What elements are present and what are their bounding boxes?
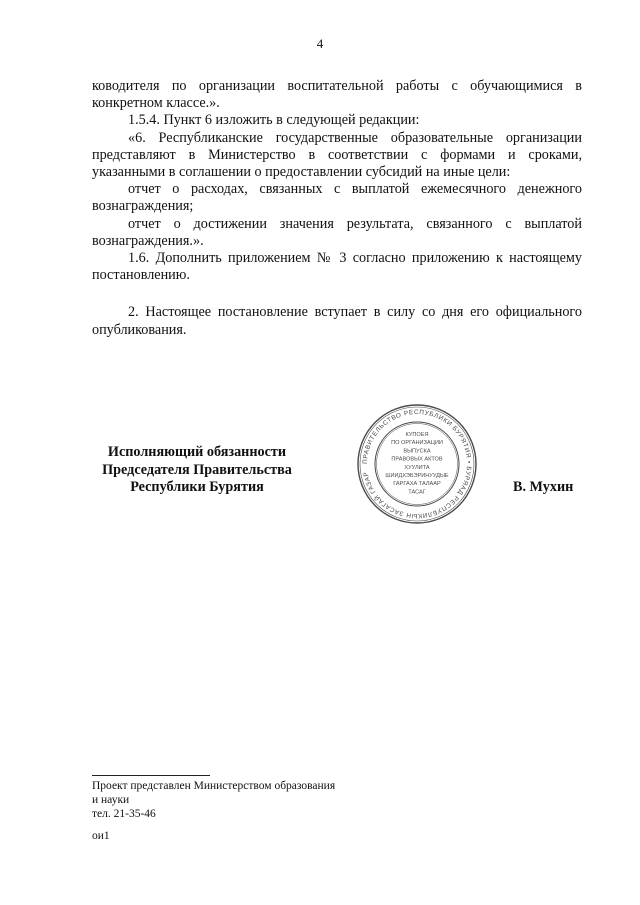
seal-inner-line: ТАСАГ: [408, 489, 426, 496]
seal-inner-line: ВЫПУСКА: [403, 448, 431, 455]
official-seal-icon: [355, 402, 479, 526]
footer-divider: [92, 775, 210, 776]
footer-phone: тел. 21-35-46: [92, 808, 156, 820]
footer-line-2: и науки: [92, 794, 130, 806]
paragraph-clause-1-6: 1.6. Дополнить приложением № 3 согласно приложению к настоящему постановлению.: [92, 250, 582, 284]
paragraph-result-report: отчет о достижении значения результата, связанного с выплатой вознаграждения.».: [92, 215, 582, 249]
signatory-title-line-1: Исполняющий обязанности: [107, 444, 287, 460]
footer-line-1: Проект представлен Министерством образования: [92, 780, 336, 792]
signer-name: В. Мухин: [513, 479, 574, 495]
footer-note: [92, 779, 335, 821]
seal-inner-line: КУПОЕЯ: [405, 432, 429, 438]
seal-inner-line: ГАРГАХА ТАЛААР: [393, 481, 441, 488]
document-code: ои1: [92, 830, 110, 842]
seal-inner-line: ПРАВОВЫХ АКТОВ: [391, 456, 443, 463]
signatory-title: [92, 444, 302, 497]
paragraph-clause-6: «6. Республиканские государственные образовательные организации представляют в Министерство в соответствии с формами и сроками, указанными в соглашении о предоставлении субсидий на иные цели:: [92, 129, 582, 181]
signatory-title-line-3: Республики Бурятия: [130, 479, 264, 495]
paragraph-continuation: ководителя по организации воспитательной работы с обучающимися в конкретном классе.».: [92, 78, 582, 112]
seal-inner-line: ХУУЛИТА: [404, 464, 430, 471]
paragraph-clause-1-5-4: 1.5.4. Пункт 6 изложить в следующей редакции:: [128, 112, 420, 129]
paragraph-expense-report: отчет о расходах, связанных с выплатой ежемесячного денежного вознаграждения;: [92, 181, 582, 215]
document-body: [92, 78, 582, 339]
paragraph-effective-date: 2. Настоящее постановление вступает в силу со дня его официального опубликования.: [92, 304, 582, 338]
signatory-title-line-2: Председателя Правительства: [102, 461, 292, 478]
page-number: 4: [316, 36, 324, 51]
seal-outer-text: ПРАВИТЕЛЬСТВО РЕСПУБЛИКИ БУРЯТИЯ • БУРЯАД РЕСПУБЛИКЫН ЗАСАГАЙ ГАЗАР: [361, 408, 473, 520]
seal-inner-line: ПО ОРГАНИЗАЦИИ: [391, 440, 443, 447]
seal-inner-line: ШИИДХЭБЭРИНУУДЫЕ: [385, 473, 449, 479]
